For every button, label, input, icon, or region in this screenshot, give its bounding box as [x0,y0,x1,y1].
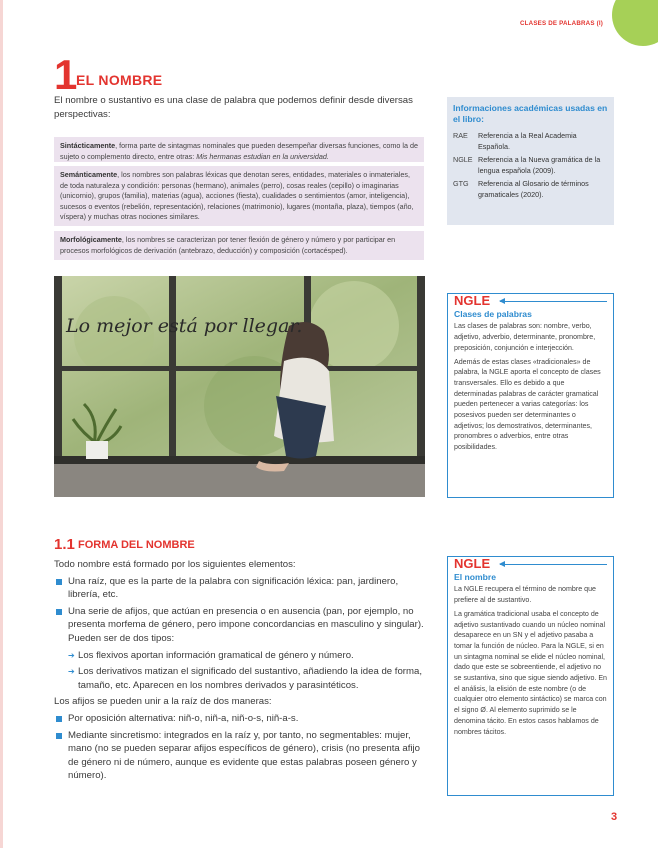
ngle-header [454,556,607,571]
definition-term: Sintácticamente [60,141,116,150]
reference-row [453,179,608,200]
page-edge-rule [0,0,3,848]
ngle-subtitle: Clases de palabras [454,308,532,319]
info-box-title: Informaciones académicas usadas en el libro: [453,103,608,124]
running-header: CLASES DE PALABRAS (I) [520,20,604,27]
corner-tab-circle [612,0,658,46]
arrow-right-icon: ➔ [68,650,75,660]
reference-row [453,155,608,176]
section-lead: Todo nombre está formado por los siguientes elementos: [54,559,296,570]
reference-text: Referencia al Glosario de términos gramaticales (2020). [478,179,589,199]
ngle-header [454,293,607,308]
bullet-opposition: Por oposición alternativa: niñ-o, niñ-a, niñ-o-s, niñ-a-s. [54,712,424,726]
reference-text: Referencia a la Real Academia Española. [478,131,577,151]
section-title: FORMA DEL NOMBRE [78,539,195,551]
intro-paragraph: El nombre o sustantivo es una clase de palabra que podemos definir desde diversas perspectivas: [54,95,413,120]
ngle-paragraph: La gramática tradicional usaba el concepto de adjetivo sustantivado cuando un núcleo nominal desaparece en un SN y el adjetivo pasaba a tomar la función de núcleo. Para la NGLE, si en un sintagma nominal se elide el núcleo nominal, dado que este se sobreentiende, el adjetivo no se sustantiva, sino que sigue siendo adjetivo. En el análisis, la elisión de este nombre (o de cualquier otro elemento sintáctico) se marca con el signo Ø. Al elemento suprimido se le denomina tácito. En estos casos hablamos de nombres tácitos. [454,609,608,736]
bullet-affixes: Una serie de afijos, que actúan en presencia o en ausencia (pan, por ejemplo, no presenta morfema de género, pero impone concordancias en masculino y singular). Pueden ser de dos tipos: [54,605,424,646]
photo-caption: Lo mejor está por llegar. [66,315,303,337]
sub-item-derivative: ➔ Los derivativos matizan el significado del sustantivo, añadiendo la idea de forma, tamaño, etc. Aparecen en los nombres derivados y parasintéticos. [68,666,422,691]
ngle-subtitle: El nombre [454,571,497,582]
arrow-left-icon [500,564,607,565]
reference-abbr: GTG [453,179,469,188]
definition-semantic: Semánticamente, los nombres son palabras léxicas que denotan seres, entidades, materiales o inmateriales, de toda naturaleza y condición: personas (hermano), animales (perro), cosas reales (cepillo) o imaginarias (unicornio), grupos (familia), materias (agua), acciones (fiesta), cualidades o sentimientos (amor, inteligencia), sucesos o eventos (rebelión, representación), relaciones (matrimonio), lugares (montaña, plaza), tiempos (año, víspera) y muchas otras nociones similares. [54,166,424,226]
ngle-box-noun [447,556,614,796]
bullet-root: Una raíz, que es la parte de la palabra con significación léxica: pan, jardinero, librería, etc. [54,575,424,602]
definition-syntactic: Sintácticamente, forma parte de sintagmas nominales que pueden desempeñar diversas funciones, como la de sujeto o complemento directo, entre otras: Mis hermanas estudian en la universidad. [54,137,424,162]
section-number: 1.1 [54,536,75,553]
ngle-paragraph: Las clases de palabras son: nombre, verbo, adjetivo, adverbio, determinante, pronombre, preposición, conjunción e interjección. [454,322,596,352]
ngle-label: NGLE [454,293,491,308]
sub-item-flexive: ➔ Los flexivos aportan información gramatical de género y número. [68,649,354,661]
ngle-label: NGLE [454,556,491,571]
reference-abbr: NGLE [453,155,473,164]
photo-woman-at-window [54,276,425,497]
chapter-title: EL NOMBRE [76,72,163,88]
reference-text: Referencia a la Nueva gramática de la lengua española (2009). [478,155,601,175]
definition-example: Mis hermanas estudian en la universidad. [196,151,329,161]
definition-morphological: Morfológicamente, los nombres se caracterizan por tener flexión de género y número y por participar en procesos morfológicos de derivación (antebrazo, deducción) y composición (cortacésped). [54,231,424,260]
chapter-number: 1 [54,51,78,98]
ngle-box-word-classes [447,293,614,498]
reference-abbr: RAE [453,131,468,140]
arrow-left-icon [500,301,607,302]
definition-term: Semánticamente [60,170,118,179]
section-body [54,558,424,786]
bullet-syncretism: Mediante sincretismo: integrados en la raíz y, por tanto, no segmentables: mujer, mano (no se pueden separar afijos específicos de género), crisis (no presenta afijo de género ni de número, aunque es evidente que estas palabras poseen género y número). [54,729,424,783]
ngle-paragraph: Además de estas clases «tradicionales» de palabra, la NGLE aporta el concepto de clases transversales. Ello es debido a que determinadas palabras de carácter gramatical pueden pertenecer a varias categorías: los posesivos pueden ser determinantes o adjetivos; los demostrativos, determinantes, pronombres o adverbios, entre otras posibilidades. [454,357,601,452]
window-scene-illustration [54,276,425,497]
page-number: 3 [611,811,618,823]
reference-row [453,131,608,152]
affix-join-paragraph: Los afijos se pueden unir a la raíz de dos maneras: [54,696,272,708]
arrow-right-icon: ➔ [68,667,75,677]
academic-info-box [447,97,614,225]
ngle-paragraph: La NGLE recupera el término de nombre que prefiere al de sustantivo. [454,585,596,605]
definition-term: Morfológicamente [60,235,122,244]
